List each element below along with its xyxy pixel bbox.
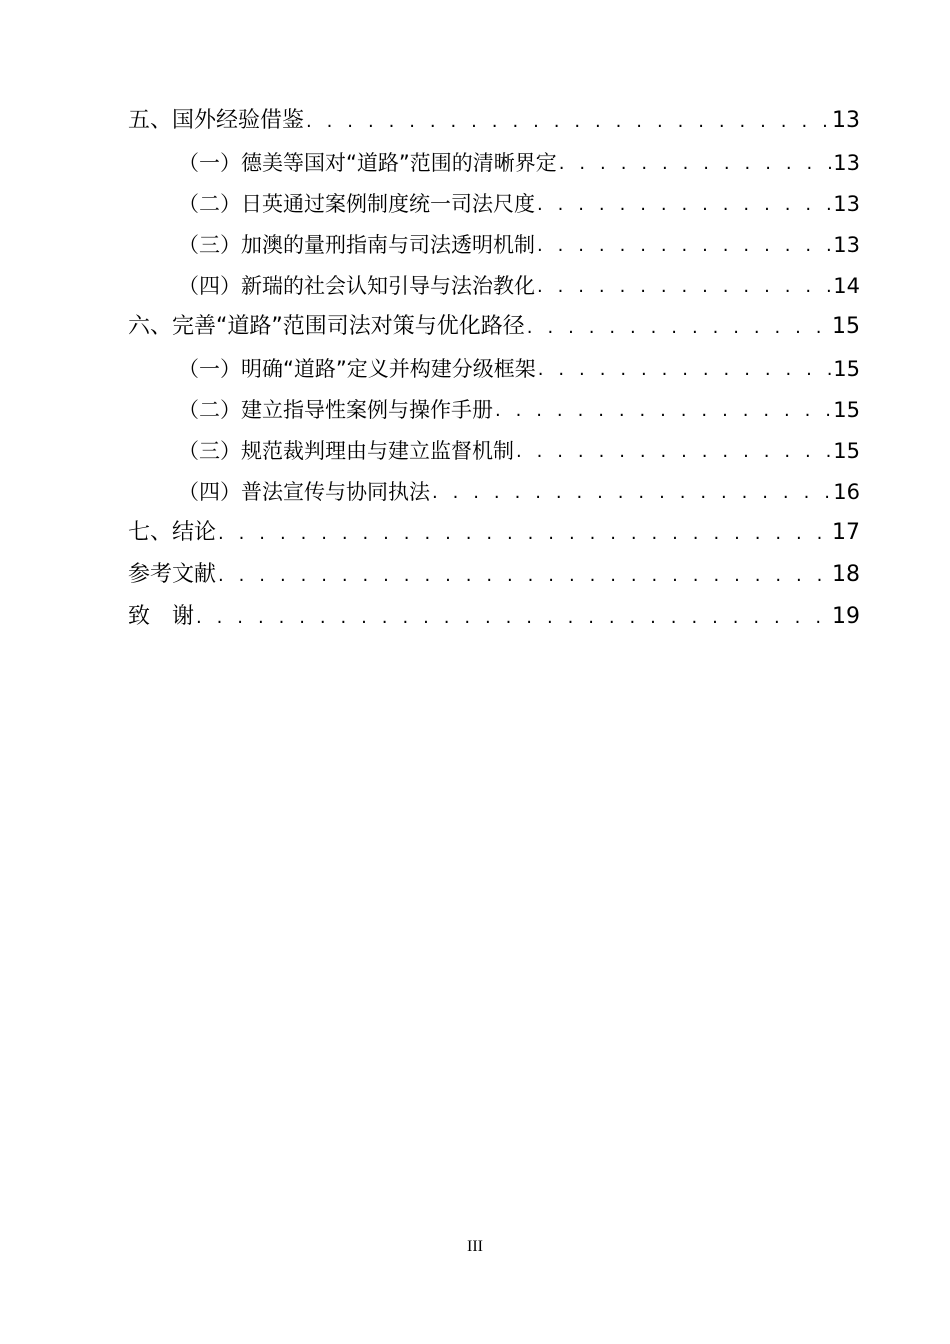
toc-entry-page: 18 — [832, 562, 860, 587]
toc-dot-leader — [538, 360, 832, 380]
toc-entry-page: 16 — [833, 480, 860, 504]
toc-dot-leader — [537, 195, 831, 215]
toc-dot-leader — [495, 401, 831, 421]
toc-entry-5-4[interactable] — [128, 273, 860, 299]
toc-dot-leader — [432, 483, 831, 503]
toc-entry-chapter-6[interactable] — [128, 314, 860, 340]
toc-entry-chapter-5[interactable] — [128, 108, 860, 134]
toc-entry-title: （四）普法宣传与协同执法 — [178, 480, 430, 504]
toc-entry-title: 致 谢 — [128, 604, 195, 629]
toc-dot-leader — [516, 442, 831, 462]
toc-entry-references[interactable] — [128, 562, 860, 588]
toc-entry-page: 13 — [833, 233, 860, 257]
toc-entry-5-3[interactable] — [128, 232, 860, 258]
toc-entry-title: 五、国外经验借鉴 — [128, 108, 305, 133]
toc-entry-page: 13 — [833, 151, 860, 175]
toc-entry-page: 14 — [833, 274, 860, 298]
toc-entry-page: 13 — [832, 108, 860, 133]
toc-entry-title: （二）日英通过案例制度统一司法尺度 — [178, 192, 535, 216]
toc-entry-acknowledgements[interactable] — [128, 604, 860, 630]
toc-entry-6-2[interactable] — [128, 397, 860, 423]
toc-dot-leader — [196, 608, 830, 628]
toc-dot-leader — [218, 524, 830, 544]
toc-entry-title: （二）建立指导性案例与操作手册 — [178, 398, 493, 422]
toc-entry-title: （三）规范裁判理由与建立监督机制 — [178, 439, 514, 463]
table-of-contents — [128, 108, 860, 646]
toc-entry-title: 七、结论 — [128, 520, 217, 545]
toc-entry-title: 参考文献 — [128, 562, 217, 587]
toc-entry-title: （三）加澳的量刑指南与司法透明机制 — [178, 233, 535, 257]
toc-entry-page: 19 — [832, 604, 860, 629]
toc-entry-page: 13 — [833, 192, 860, 216]
toc-entry-page: 15 — [833, 439, 860, 463]
toc-dot-leader — [306, 112, 830, 132]
toc-entry-6-3[interactable] — [128, 438, 860, 464]
toc-dot-leader — [559, 154, 832, 174]
toc-entry-6-4[interactable] — [128, 479, 860, 505]
toc-entry-title: （一）德美等国对“道路”范围的清晰界定 — [178, 151, 557, 175]
toc-entry-5-1[interactable] — [128, 150, 860, 176]
toc-entry-page: 17 — [832, 520, 860, 545]
page-number: III — [467, 1238, 483, 1255]
toc-dot-leader — [218, 566, 830, 586]
toc-entry-title: （一）明确“道路”定义并构建分级框架 — [178, 357, 536, 381]
toc-entry-chapter-7[interactable] — [128, 520, 860, 546]
toc-entry-title: （四）新瑞的社会认知引导与法治教化 — [178, 274, 535, 298]
toc-entry-title: 六、完善“道路”范围司法对策与优化路径 — [128, 314, 525, 339]
toc-entry-page: 15 — [833, 357, 860, 381]
toc-dot-leader — [527, 318, 830, 338]
toc-dot-leader — [537, 236, 831, 256]
toc-dot-leader — [537, 277, 831, 297]
toc-entry-5-2[interactable] — [128, 191, 860, 217]
toc-entry-page: 15 — [833, 398, 860, 422]
toc-entry-page: 15 — [832, 314, 860, 339]
toc-entry-6-1[interactable] — [128, 356, 860, 382]
